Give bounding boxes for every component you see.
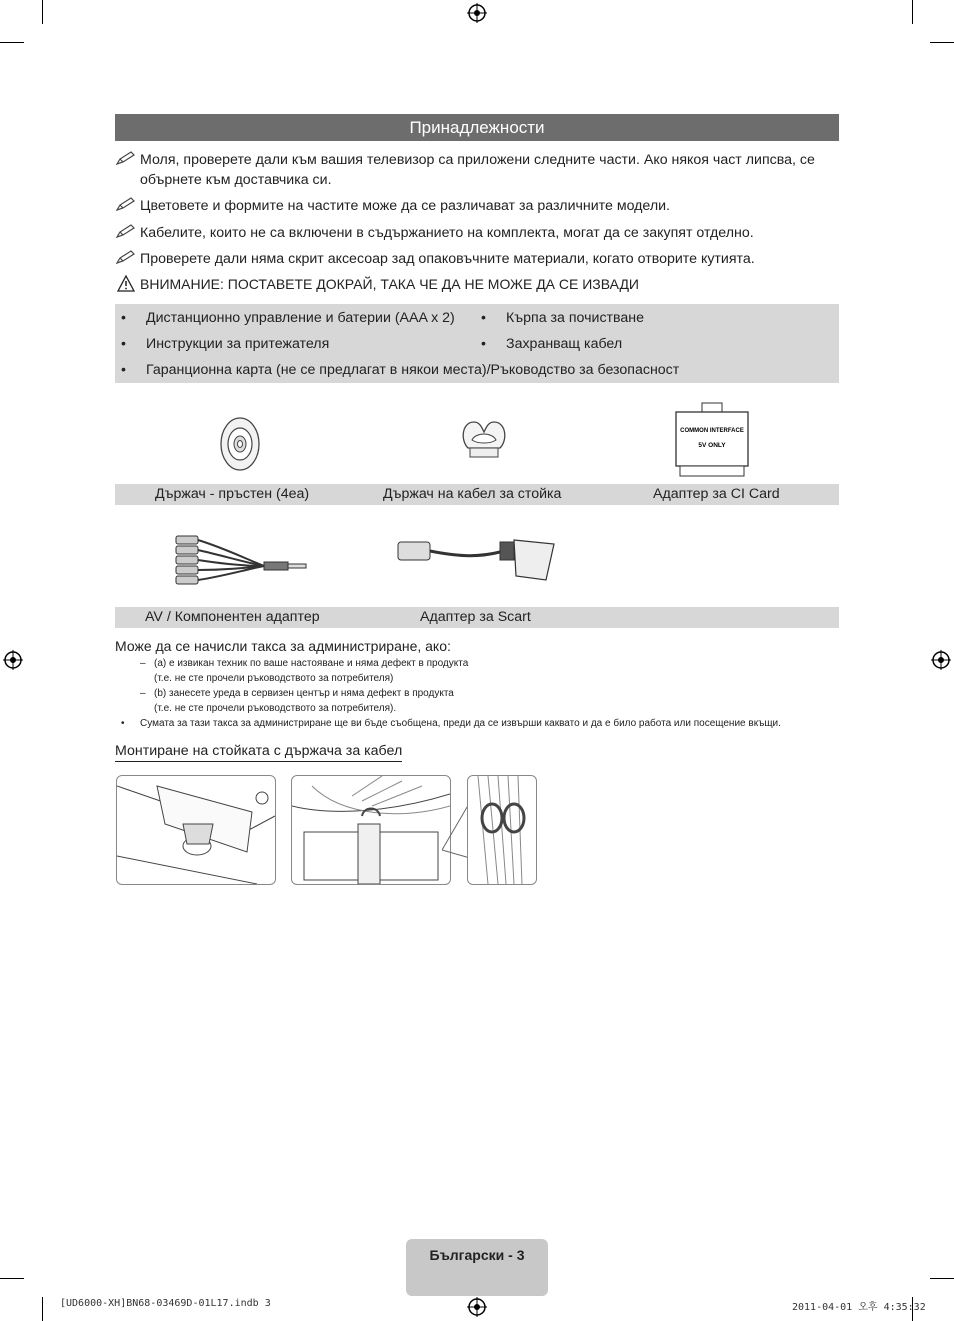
- warning-triangle-icon: [117, 275, 135, 292]
- fee-case-b-note: (т.е. не сте прочели ръководството за потребителя).: [154, 703, 397, 714]
- fee-amount-note: Сумата за тази такса за администриране ще ви бъде съобщена, преди да се извърши каквато и да е било работа или посещение вкъщи.: [140, 718, 781, 729]
- label-av-adapter: AV / Компонентен адаптер: [145, 609, 320, 625]
- footer-file: [UD6000-XH]BN68-03469D-01L17.indb 3: [60, 1298, 271, 1309]
- row2-labels: [115, 607, 839, 628]
- registration-mark-icon: [467, 1297, 487, 1317]
- stand-illustration-1: [116, 775, 276, 885]
- note-4: Проверете дали няма скрит аксесоар зад опаковъчните материали, когато отворите кутията.: [115, 249, 839, 269]
- stand-mount-image: [117, 776, 275, 884]
- pencil-note-icon: [115, 196, 137, 212]
- note-3: Кабелите, които не са включени в съдържанието на комплекта, могат да се закупят отделно.: [115, 223, 839, 243]
- crop-mark: [42, 0, 43, 24]
- crop-mark: [0, 42, 24, 43]
- cable-holder-detail-image: [468, 776, 536, 884]
- bullet: •: [121, 718, 125, 729]
- scart-adapter-icon: [396, 536, 558, 586]
- registration-mark-icon: [467, 3, 487, 23]
- section-title: Принадлежности: [115, 114, 839, 141]
- dash: –: [140, 658, 146, 669]
- footer-date: 2011-04-01 오후 4:35:32: [792, 1302, 926, 1313]
- dash: –: [140, 688, 146, 699]
- label-scart-adapter: Адаптер за Scart: [420, 609, 531, 625]
- crop-mark: [930, 1278, 954, 1279]
- ci-card-text-2: 5V ONLY: [698, 442, 726, 449]
- fee-case-a: (a) е извикан техник по ваше настояване и няма дефект в продукта: [154, 658, 469, 669]
- warning: ВНИМАНИЕ: ПОСТАВЕТЕ ДОКРАЙ, ТАКА ЧЕ ДА НЕ МОЖЕ ДА СЕ ИЗВАДИ: [115, 275, 839, 293]
- pencil-note-icon: [115, 249, 137, 265]
- label-holder-ring: Държач - пръстен (4еа): [155, 486, 310, 502]
- holder-ring-icon: [218, 416, 262, 472]
- stand-illustration-3: [467, 775, 537, 885]
- registration-mark-icon: [3, 650, 23, 670]
- note-2: Цветовете и формите на частите може да се различават за различните модели.: [115, 196, 839, 216]
- fees-intro: Може да се начисли такса за администриране, ако:: [115, 638, 451, 654]
- ci-card-adapter-icon: [674, 402, 750, 478]
- crop-mark: [0, 1278, 24, 1279]
- fee-case-a-note: (т.е. не сте прочели ръководството за потребителя): [154, 673, 394, 684]
- pencil-note-icon: [115, 150, 137, 166]
- crop-mark: [912, 0, 913, 24]
- fee-case-b: (b) занесете уреда в сервизен център и няма дефект в продукта: [154, 688, 454, 699]
- pencil-note-icon: [115, 223, 137, 239]
- subheading: Монтиране на стойката с държача за кабел: [115, 743, 402, 762]
- ci-card-text-1: COMMON INTERFACE: [680, 428, 744, 434]
- accessories-list: • Дистанционно управление и батерии (AAA x 2) • Кърпа за почистване • Инструкции за притежателя • Захранващ кабел • Гаранционна карта (не се предлагат в някои места)/Ръководство за безопасност: [115, 304, 839, 383]
- crop-mark: [930, 42, 954, 43]
- registration-mark-icon: [931, 650, 951, 670]
- cable-holder-icon: [460, 418, 508, 460]
- stand-illustration-2: [291, 775, 451, 885]
- label-ci-card: Адаптер за CI Card: [653, 486, 780, 502]
- note-1: Моля, проверете дали към вашия телевизор са приложени следните части. Ако някоя част липсва, се обърнете към доставчика си.: [115, 150, 839, 190]
- label-cable-holder: Държач на кабел за стойка: [383, 486, 562, 502]
- row1-labels: [115, 484, 839, 505]
- page-number-tab: Български - 3: [406, 1239, 548, 1296]
- stand-cable-image: [292, 776, 450, 884]
- crop-mark: [42, 1297, 43, 1321]
- av-component-adapter-icon: [164, 528, 310, 592]
